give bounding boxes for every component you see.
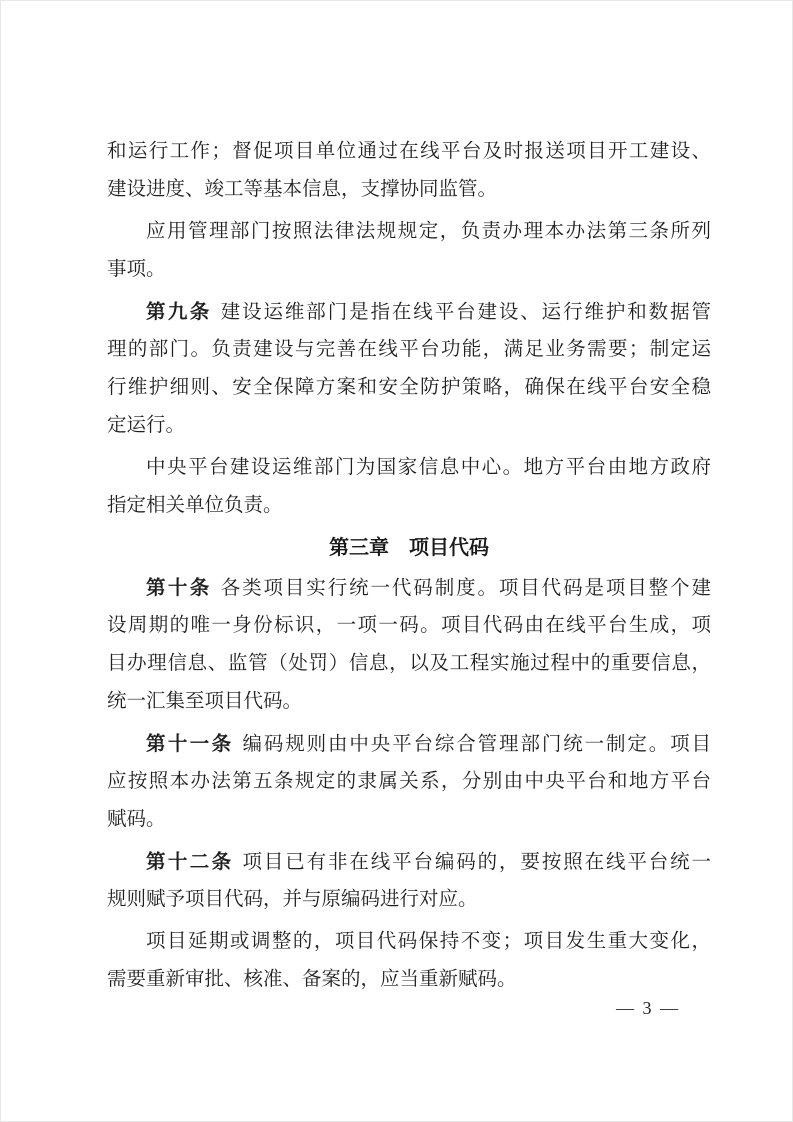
paragraph (107, 293, 711, 445)
text-line: 设周期的唯一身份标识，一项一码。项目代码由在线平台生成，项 (107, 615, 711, 636)
text-line: 理的部门。负责建设与完善在线平台功能，满足业务需要；制定运 (107, 339, 711, 360)
text-line: 第九条 建设运维部门是指在线平台建设、运行维护和数据管 (146, 301, 711, 323)
text-line: 规则赋予项目代码，并与原编码进行对应。 (107, 889, 478, 910)
text-line: 行维护细则、安全保障方案和安全防护策略，确保在线平台安全稳 (107, 377, 711, 398)
text-line: 需要重新审批、核准、备案的，应当重新赋码。 (107, 969, 517, 990)
paragraph (107, 923, 711, 999)
article-number: 第十一条 (146, 733, 234, 755)
chapter-heading: 第三章 项目代码 (329, 537, 489, 559)
text-line: 项目延期或调整的，项目代码保持不变；项目发生重大变化， (146, 931, 711, 952)
text-line: 赋码。 (107, 809, 166, 830)
document-body (107, 133, 711, 1003)
article-number: 第十条 (146, 577, 212, 599)
text-line: 第十二条 项目已有非在线平台编码的，要按照在线平台统一 (146, 851, 711, 873)
article-number: 第十二条 (146, 851, 234, 873)
page-number: — 3 — (616, 998, 680, 1018)
text-line: 和运行工作；督促项目单位通过在线平台及时报送项目开工建设、 (107, 141, 711, 162)
text-line: 定运行。 (107, 415, 186, 436)
paragraph (107, 725, 711, 839)
text-line: 第十条 各类项目实行统一代码制度。项目代码是项目整个建 (146, 577, 711, 599)
text-line: 应用管理部门按照法律法规规定，负责办理本办法第三条所列 (146, 221, 711, 242)
text-line: 应按照本办法第五条规定的隶属关系，分别由中央平台和地方平台 (107, 771, 711, 792)
text-line: 目办理信息、监管（处罚）信息，以及工程实施过程中的重要信息， (107, 653, 711, 674)
paragraph (107, 133, 711, 209)
text-line: 建设进度、竣工等基本信息，支撑协同监管。 (107, 179, 498, 200)
article-number: 第九条 (146, 301, 212, 323)
text-line: 统一汇集至项目代码。 (107, 691, 303, 712)
text-line: 事项。 (107, 259, 166, 280)
paragraph (107, 569, 711, 721)
text-line: 指定相关单位负责。 (107, 495, 283, 516)
text-line: 第十一条 编码规则由中央平台综合管理部门统一制定。项目 (146, 733, 711, 755)
text-line: 中央平台建设运维部门为国家信息中心。地方平台由地方政府 (146, 457, 711, 478)
paragraph (107, 213, 711, 289)
paragraph (107, 449, 711, 525)
paragraph (107, 843, 711, 919)
